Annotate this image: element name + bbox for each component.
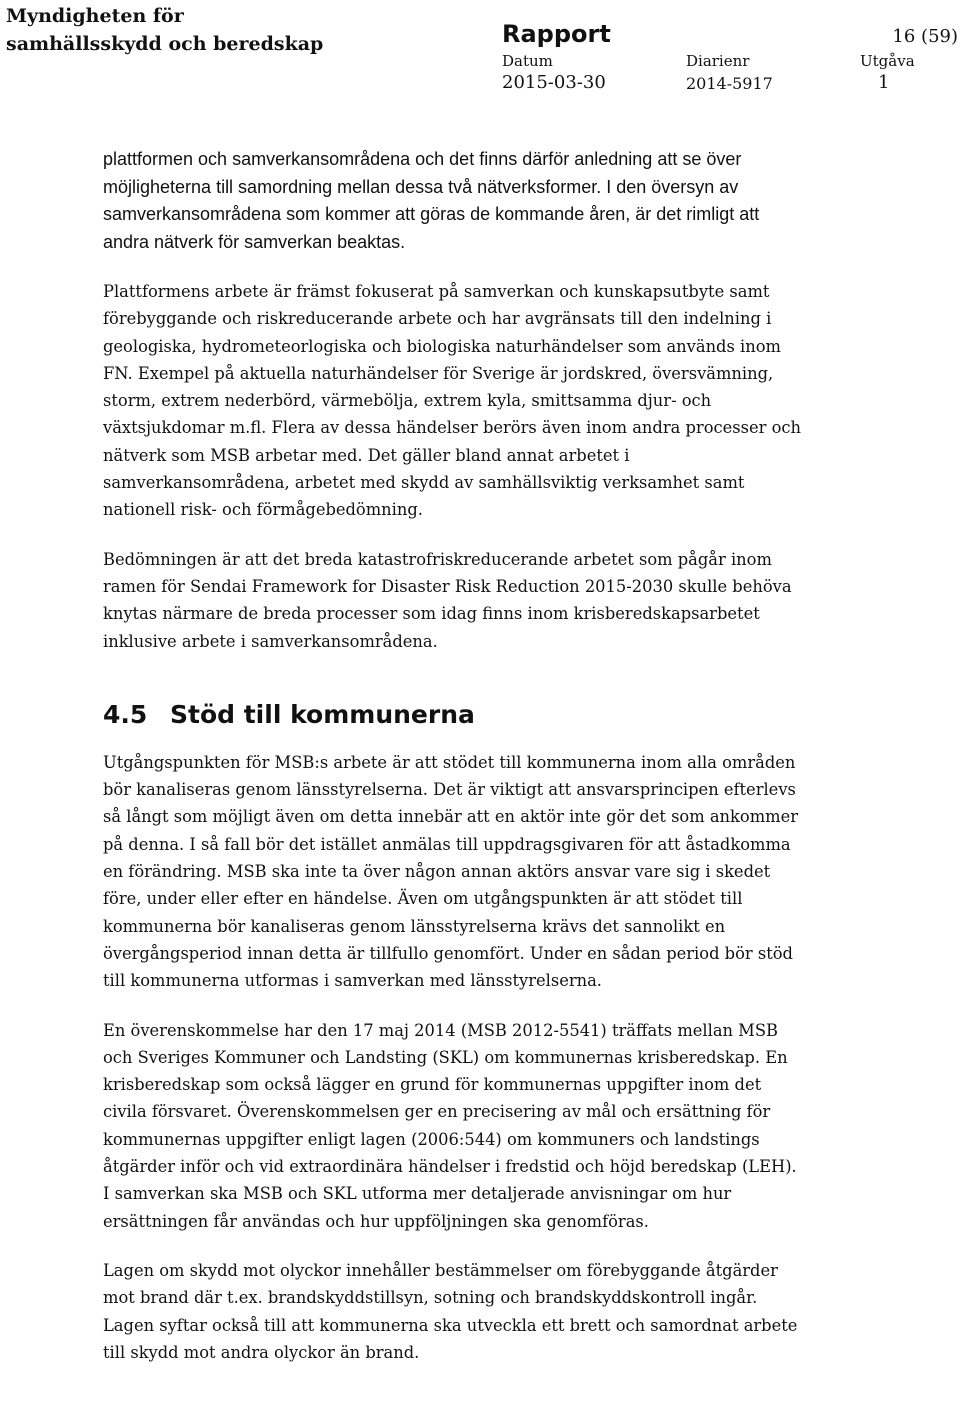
page-number: 16 (59) bbox=[892, 26, 958, 47]
page-header bbox=[0, 0, 960, 110]
organization-name bbox=[6, 2, 323, 58]
section-title: Stöd till kommunerna bbox=[170, 699, 475, 729]
edition-value: 1 bbox=[878, 72, 890, 93]
paragraph-6: Lagen om skydd mot olyckor innehåller bestämmelser om förebyggande åtgärder mot brand där t.ex. brandskyddstillsyn, sotning och brandskyddskontroll ingår. Lagen syftar också till att kommunerna ska utveckla ett brett och samordnat arbete till skydd mot andra olyckor än brand. bbox=[103, 1260, 798, 1362]
paragraph-5: En överenskommelse har den 17 maj 2014 (MSB 2012-5541) träffats mellan MSB och Sveriges Kommuner och Landsting (SKL) om kommunernas krisberedskap. En krisberedskap som också lägger en grund för kommunernas uppgifter inom det civila försvaret. Överenskommelsen ger en precisering av mål och ersättning för kommunernas uppgifter enligt lagen (2006:544) om kommuners och landstings åtgärder inför och vid extraordinära händelser i fredstid och höjd beredskap (LEH). I samverkan ska MSB och SKL utforma mer detaljerade anvisningar om hur ersättningen får användas och hur uppföljningen ska genomföras. bbox=[103, 1020, 797, 1231]
org-line-1: Myndigheten för bbox=[6, 5, 184, 27]
paragraph-2: Plattformens arbete är främst fokuserat på samverkan och kunskapsutbyte samt förebyggande och riskreducerande arbete och har avgränsats till den indelning i geologiska, hydrometeorlogiska och biologiska naturhändelser som används inom FN. Exempel på aktuella naturhändelser för Sverige är jordskred, översvämning, storm, extrem nederbörd, värmebölja, extrem kyla, smittsamma djur- och växtsjukdomar m.fl. Flera av dessa händelser berörs även inom andra processer och nätverk som MSB arbetar med. Det gäller bland annat arbetet i samverkansområdena, arbetet med skydd av samhällsviktig verksamhet samt nationell risk- och förmågebedömning. bbox=[103, 282, 801, 520]
date-value: 2015-03-30 bbox=[502, 72, 606, 93]
section-heading bbox=[103, 697, 803, 733]
date-label: Datum bbox=[502, 52, 553, 70]
document-body bbox=[103, 146, 803, 1388]
paragraph-4: Utgångspunkten för MSB:s arbete är att stödet till kommunerna inom alla områden bör kanaliseras genom länsstyrelserna. Det är viktigt att ansvarsprincipen efterlevs så långt som möjligt även om detta innebär att en aktör inte gör det som ankommer på denna. I så fall bör det istället anmälas till uppdragsgivaren för att åstadkomma en förändring. MSB ska inte ta över någon annan aktörs ansvar vare sig i skedet före, under eller efter en händelse. Även om utgångspunkten är att stödet till kommunerna bör kanaliseras genom länsstyrelserna krävs det sannolikt en övergångsperiod innan detta är tillfullo genomfört. Under en sådan period bör stöd till kommunerna utformas i samverkan med länsstyrelserna. bbox=[103, 752, 799, 991]
document-type: Rapport bbox=[502, 20, 611, 48]
diarienr-value: 2014-5917 bbox=[686, 74, 773, 93]
edition-label: Utgåva bbox=[860, 52, 915, 70]
section-number: 4.5 bbox=[103, 699, 148, 729]
paragraph-1: plattformen och samverkansområdena och det finns därför anledning att se över möjligheterna till samordning mellan dessa två nätverksformer. I den översyn av samverkansområdena som kommer att göras de kommande åren, är det rimligt att andra nätverk för samverkan beaktas. bbox=[103, 149, 760, 252]
paragraph-3: Bedömningen är att det breda katastrofriskreducerande arbetet som pågår inom ramen för Sendai Framework for Disaster Risk Reduction 2015-2030 skulle behöva knytas närmare de breda processer som idag finns inom krisberedskapsarbetet inklusive arbete i samverkansområdena. bbox=[103, 549, 792, 651]
org-line-2: samhällsskydd och beredskap bbox=[6, 33, 324, 55]
diarienr-label: Diarienr bbox=[686, 52, 750, 70]
